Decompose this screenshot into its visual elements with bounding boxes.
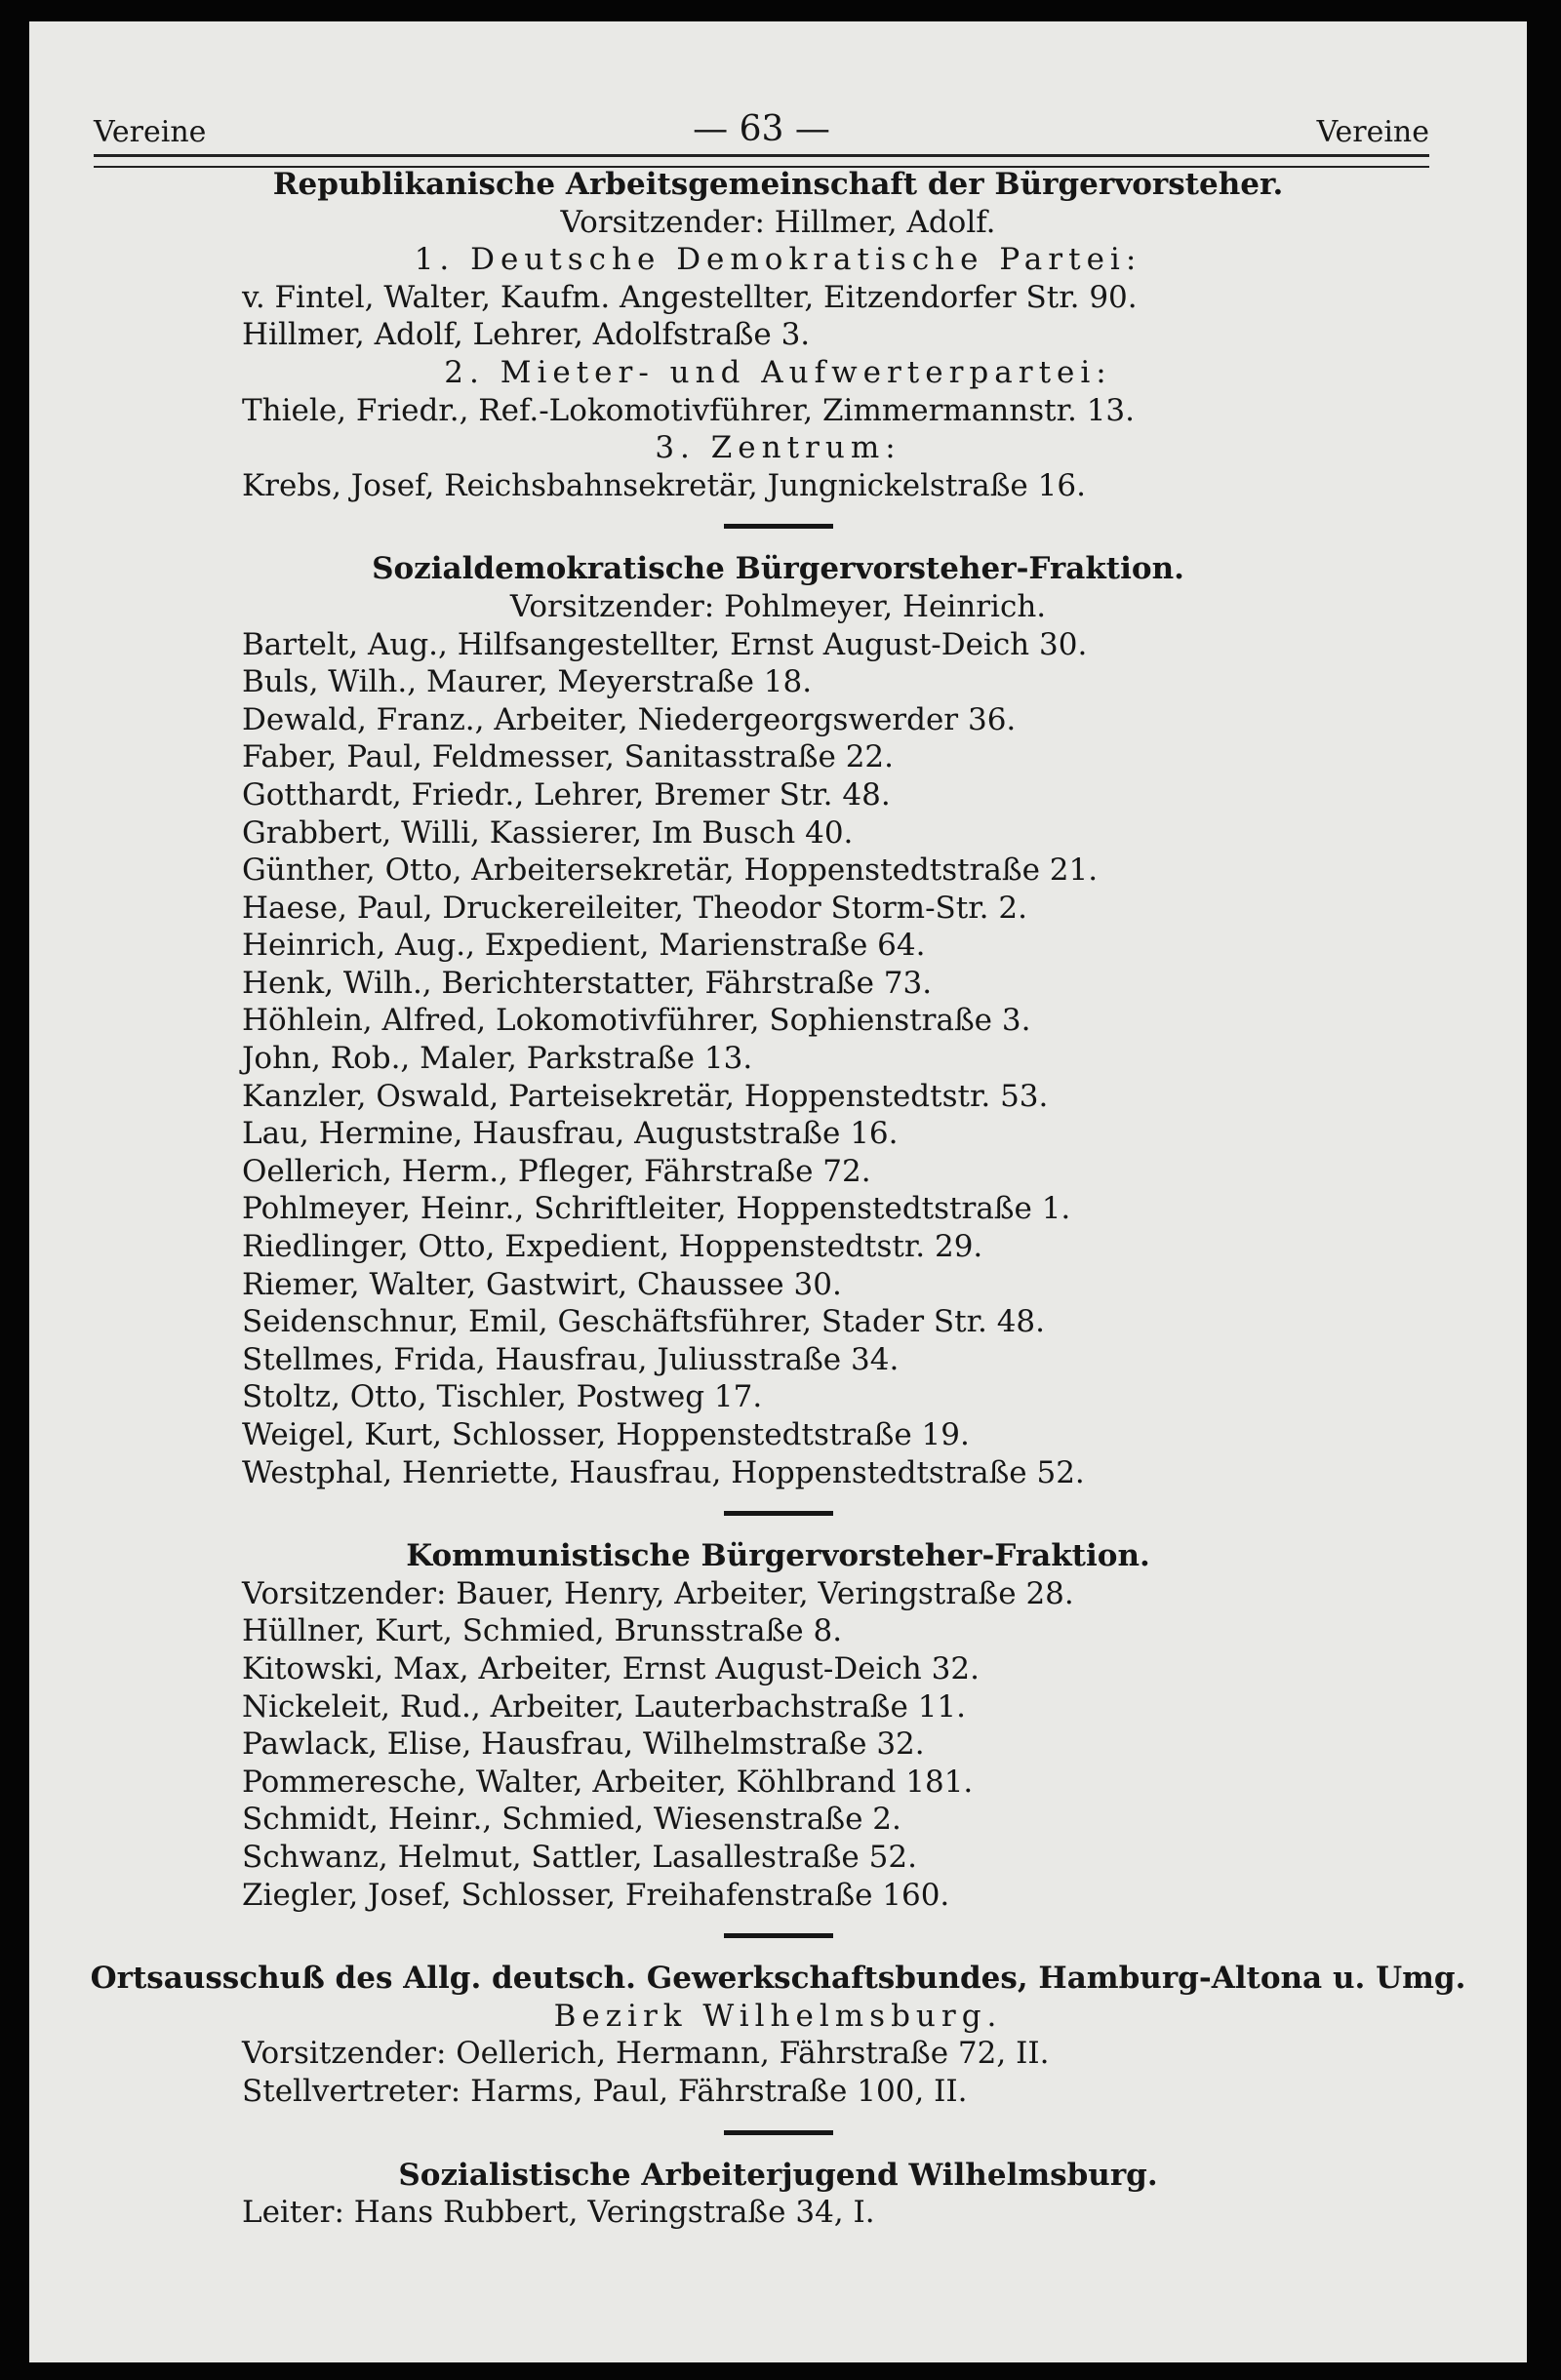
section-chair: Vorsitzender: Pohlmeyer, Heinrich. (509, 588, 1047, 624)
list-item: Riedlinger, Otto, Expedient, Hoppenstedtstr. 29. (242, 1229, 983, 1265)
list-item: Krebs, Josef, Reichsbahnsekretär, Jungnickelstraße 16. (242, 467, 1086, 503)
list-item: Thiele, Friedr., Ref.-Lokomotivführer, Zimmermannstr. 13. (242, 392, 1135, 428)
list-item: Kanzler, Oswald, Parteisekretär, Hoppenstedtstr. 53. (242, 1078, 1049, 1114)
list-item: Faber, Paul, Feldmesser, Sanitasstraße 22. (242, 739, 894, 775)
section-divider (724, 524, 833, 529)
section-subtitle: Bezirk Wilhelmsburg. (553, 1998, 1003, 2034)
list-item: Stoltz, Otto, Tischler, Postweg 17. (242, 1379, 763, 1415)
page-content (29, 166, 1527, 2232)
document-page (29, 21, 1527, 2362)
section-title: Republikanische Arbeitsgemeinschaft der Bürgervorsteher. (272, 167, 1284, 202)
list-item: Hüllner, Kurt, Schmied, Brunsstraße 8. (242, 1613, 843, 1649)
section-divider (724, 2130, 833, 2135)
list-item: Günther, Otto, Arbeitersekretär, Hoppenstedtstraße 21. (242, 853, 1099, 889)
header-left: Vereine (94, 115, 207, 149)
list-item: Lau, Hermine, Hausfrau, Auguststraße 16. (242, 1116, 899, 1152)
list-item: Vorsitzender: Bauer, Henry, Arbeiter, Veringstraße 28. (242, 1575, 1074, 1611)
list-item: Riemer, Walter, Gastwirt, Chaussee 30. (242, 1266, 842, 1302)
list-item: Buls, Wilh., Maurer, Meyerstraße 18. (242, 664, 813, 700)
list-item: Nickeleit, Rud., Arbeiter, Lauterbachstraße 11. (242, 1688, 967, 1725)
list-item: Stellvertreter: Harms, Paul, Fährstraße 100, II. (242, 2073, 968, 2109)
list-item: Schmidt, Heinr., Schmied, Wiesenstraße 2. (242, 1802, 901, 1838)
list-item: Pohlmeyer, Heinr., Schriftleiter, Hoppenstedtstraße 1. (242, 1191, 1071, 1227)
page-number: — 63 — (693, 109, 830, 149)
list-item: Kitowski, Max, Arbeiter, Ernst August-Deich 32. (242, 1650, 980, 1686)
list-item: Stellmes, Frida, Hausfrau, Juliusstraße 34. (242, 1341, 900, 1377)
section-kommunistische (29, 1537, 1527, 1914)
section-chair: Vorsitzender: Hillmer, Adolf. (560, 204, 996, 240)
header-right: Vereine (1316, 115, 1429, 149)
list-item: Gotthardt, Friedr., Lehrer, Bremer Str. 48. (242, 776, 891, 813)
list-item: Dewald, Franz., Arbeiter, Niedergeorgswerder 36. (242, 701, 1017, 737)
section-arbeiterjugend (29, 2157, 1527, 2232)
list-item: Höhlein, Alfred, Lokomotivführer, Sophienstraße 3. (242, 1003, 1031, 1039)
list-item: Pommeresche, Walter, Arbeiter, Köhlbrand 181. (242, 1764, 974, 1800)
section-ortsausschuss (29, 1960, 1527, 2110)
section-title: Ortsausschuß des Allg. deutsch. Gewerkschaftsbundes, Hamburg-Altona u. Umg. (90, 1961, 1466, 1997)
party-heading: 3. Zentrum: (655, 430, 901, 466)
list-item: Weigel, Kurt, Schlosser, Hoppenstedtstraße 19. (242, 1417, 970, 1452)
section-sozialdemokratische (29, 550, 1527, 1491)
list-item: Leiter: Hans Rubbert, Veringstraße 34, I. (242, 2195, 875, 2231)
section-title: Sozialistische Arbeiterjugend Wilhelmsburg. (398, 2157, 1158, 2193)
list-item: Haese, Paul, Druckereileiter, Theodor Storm-Str. 2. (242, 890, 1027, 926)
section-divider (724, 1511, 833, 1516)
list-item: Bartelt, Aug., Hilfsangestellter, Ernst August-Deich 30. (242, 626, 1088, 662)
section-title: Kommunistische Bürgervorsteher-Fraktion. (406, 1538, 1150, 1574)
list-item: Pawlack, Elise, Hausfrau, Wilhelmstraße 32. (242, 1726, 925, 1763)
list-item: Hillmer, Adolf, Lehrer, Adolfstraße 3. (242, 317, 811, 353)
list-item: Heinrich, Aug., Expedient, Marienstraße 64. (242, 928, 926, 964)
page-header (94, 98, 1429, 156)
party-heading: 2. Mieter- und Aufwerterpartei: (444, 354, 1112, 390)
section-republikanische (29, 166, 1527, 504)
list-item: Schwanz, Helmut, Sattler, Lasallestraße 52. (242, 1839, 917, 1875)
list-item: Westphal, Henriette, Hausfrau, Hoppenstedtstraße 52. (242, 1454, 1085, 1490)
list-item: Grabbert, Willi, Kassierer, Im Busch 40. (242, 814, 854, 851)
list-item: Oellerich, Herm., Pfleger, Fährstraße 72. (242, 1153, 871, 1189)
list-item: John, Rob., Maler, Parkstraße 13. (242, 1041, 753, 1077)
list-item: v. Fintel, Walter, Kaufm. Angestellter, Eitzendorfer Str. 90. (242, 279, 1138, 315)
list-item: Seidenschnur, Emil, Geschäftsführer, Stader Str. 48. (242, 1304, 1046, 1340)
party-heading: 1. Deutsche Demokratische Partei: (414, 242, 1142, 278)
list-item: Henk, Wilh., Berichterstatter, Fährstraße 73. (242, 965, 933, 1001)
section-title: Sozialdemokratische Bürgervorsteher-Fraktion. (372, 551, 1184, 587)
list-item: Ziegler, Josef, Schlosser, Freihafenstraße 160. (242, 1877, 950, 1913)
section-divider (724, 1933, 833, 1938)
list-item: Vorsitzender: Oellerich, Hermann, Fährstraße 72, II. (242, 2036, 1050, 2072)
